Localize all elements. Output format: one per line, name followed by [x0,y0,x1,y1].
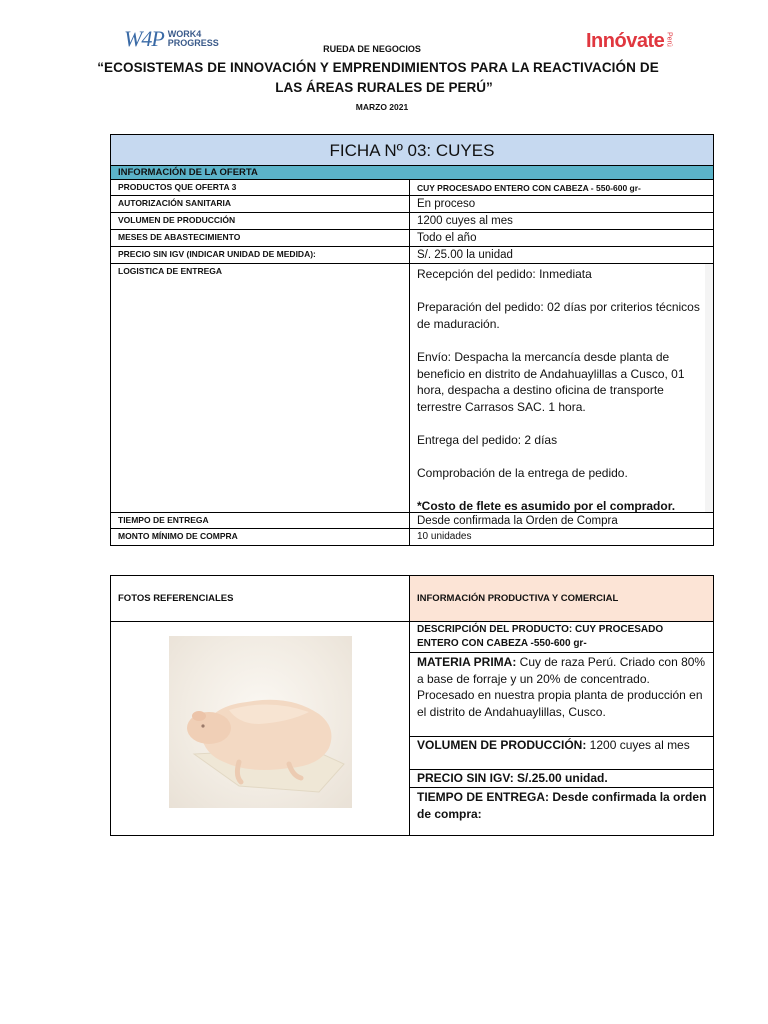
row-value: 10 unidades [417,531,472,542]
row-label: AUTORIZACIÓN SANITARIA [111,196,410,212]
price [410,770,713,788]
logistics-preparation: Preparación del pedido: 02 días por criterios técnicos de maduración. [417,300,700,331]
raw-material-value: Cuy de raza Perú. Criado con 80% a base de forraje y un 20% de concentrado. Procesado en nuestra propia planta de producción en el distrito de Andahuaylillas, Cusco. [417,655,706,719]
offer-table [110,134,714,546]
event-name: RUEDA DE NEGOCIOS [323,44,421,54]
innovate-brand: Innóvate [586,30,665,52]
row-value: Todo el año [417,232,477,244]
table-row [111,213,713,230]
document-date: MARZO 2021 [355,102,409,112]
logo-line1: WORK4 [167,29,202,39]
raw-material [410,653,713,737]
logistics-row [111,264,713,513]
time-value: Desde confirmada la orden de compra: [417,790,707,821]
photo-cell [111,622,410,835]
processed-cuy-image [169,636,352,808]
table-row [111,247,713,264]
logistics-verification: Comprobación de la entrega de pedido. [417,466,628,481]
row-label: VOLUMEN DE PRODUCCIÓN [111,213,410,229]
info-header: INFORMACIÓN PRODUCTIVA Y COMERCIAL [410,576,713,621]
product-details-table [110,575,714,836]
shipping-label: Envío: [417,349,452,364]
offer-section-header: INFORMACIÓN DE LA OFERTA [111,166,713,180]
logistics-reception: Recepción del pedido: Inmediata [417,267,592,281]
row-label: PRECIO SIN IGV (INDICAR UNIDAD DE MEDIDA): [111,247,410,263]
product-info [410,622,713,835]
row-label: LOGISTICA DE ENTREGA [111,264,410,512]
row-label: PRODUCTOS QUE OFERTA 3 [111,180,410,195]
table-row [111,180,713,196]
row-label: MESES DE ABASTECIMIENTO [111,230,410,246]
logo-line2: PROGRESS [167,38,219,48]
time-label: TIEMPO DE ENTREGA: [417,790,550,804]
logo-mark: W4P [124,26,164,51]
table-row [111,513,713,529]
ficha-title: FICHA Nº 03: CUYES [111,135,713,166]
row-label: TIEMPO DE ENTREGA [111,513,410,528]
row-value: En proceso [417,198,476,210]
document-title-line2: LAS ÁREAS RURALES DE PERÚ” [275,80,493,95]
table-row [111,230,713,247]
raw-material-label: MATERIA PRIMA: [417,655,517,669]
product-description: DESCRIPCIÓN DEL PRODUCTO: CUY PROCESADO ENTERO CON CABEZA -550-600 gr- [410,622,713,653]
logistics-shipping [417,349,705,415]
product-photo [169,636,352,808]
innovate-sub: Perú [665,32,673,47]
table-row [111,529,713,545]
row-label: MONTO MÍNIMO DE COMPRA [111,529,410,545]
production-volume [410,737,713,770]
table-row [111,196,713,213]
price-value: S/.25.00 unidad. [513,771,608,785]
logistics-freight-note: *Costo de flete es asumido por el comprador. [417,499,676,514]
photos-header: FOTOS REFERENCIALES [111,576,410,621]
row-value: Desde confirmada la Orden de Compra [417,515,618,527]
row-value: 1200 cuyes al mes [417,215,513,227]
delivery-time [410,788,713,833]
volume-label: VOLUMEN DE PRODUCCIÓN: [417,738,587,752]
price-label: PRECIO SIN IGV: [417,771,514,785]
row-value: CUY PROCESADO ENTERO CON CABEZA - 550-600 gr- [417,183,641,193]
volume-value: 1200 cuyes al mes [586,738,690,752]
logistics-delivery: Entrega del pedido: 2 días [417,432,558,447]
shipping-text: Despacha la mercancía desde planta de beneficio en distrito de Andahuaylillas a Cusco, 01 hora, despacha a destino oficina de transporte terrestre Carrasos SAC. 1 hora. [417,349,685,414]
logistics-details [410,264,713,512]
row-value: S/. 25.00 la unidad [417,249,513,261]
document-title-line1: “ECOSISTEMAS DE INNOVACIÓN Y EMPRENDIMIENTOS PARA LA REACTIVACIÓN DE [97,60,659,75]
